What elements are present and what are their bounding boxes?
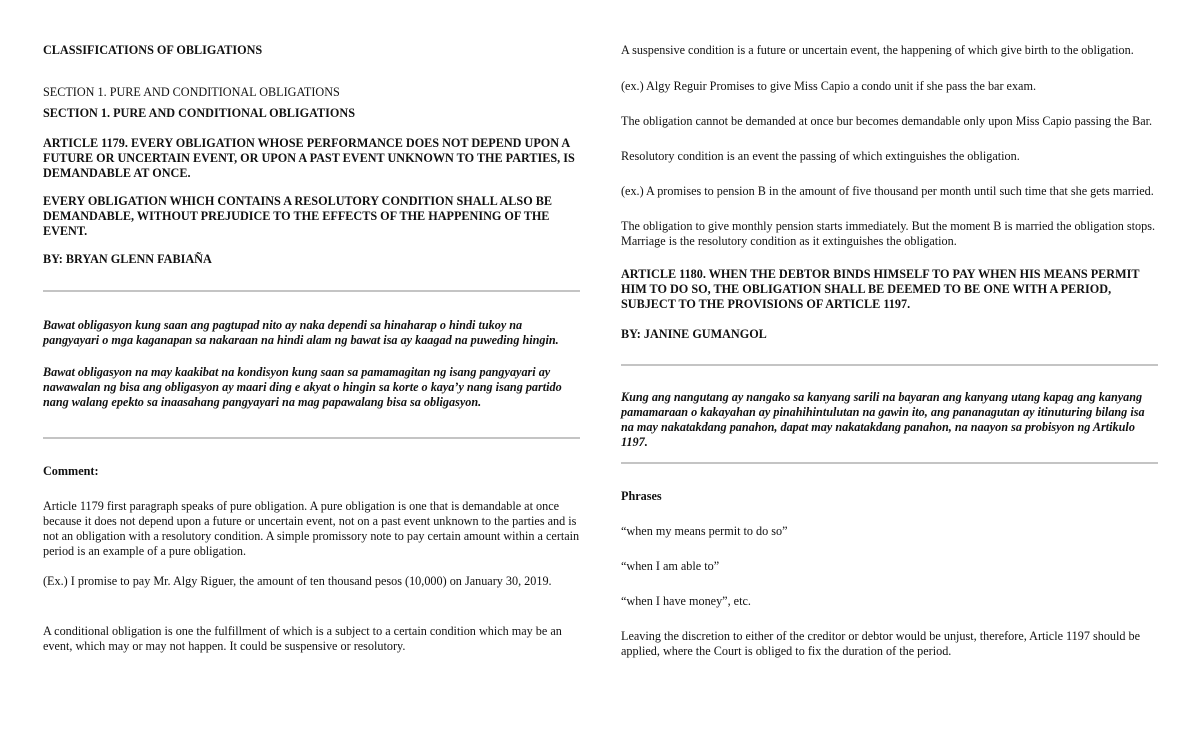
- suspensive-condition-example: (ex.) Algy Reguir Promises to give Miss Capio a condo unit if she pass the bar exam.: [621, 79, 1036, 93]
- author-byline: BY: JANINE GUMANGOL: [621, 327, 767, 341]
- comment-paragraph: Article 1179 first paragraph speaks of pure obligation. A pure obligation is one that is demandable at once because it does not depend upon a future or uncertain event, not on a past event unknown to the parties and is not an obligation with a resolutory condition. A simple promissory note to pay certain amount within a certain period is an example of a pure obligation.: [43, 499, 580, 558]
- suspensive-condition-explanation: The obligation cannot be demanded at once bur becomes demandable only upon Miss Capio passing the Bar.: [621, 114, 1153, 128]
- phrase-item: “when my means permit to do so”: [621, 524, 788, 538]
- section-heading-bold: SECTION 1. PURE AND CONDITIONAL OBLIGATIONS: [43, 106, 355, 120]
- phrases-heading: Phrases: [621, 489, 662, 503]
- resolutory-condition-example: (ex.) A promises to pension B in the amount of five thousand per month until such time that she gets married.: [621, 184, 1154, 198]
- divider: [43, 290, 580, 292]
- divider: [621, 364, 1158, 366]
- divider: [43, 437, 580, 439]
- suspensive-condition-definition: A suspensive condition is a future or uncertain event, the happening of which give birth to the obligation.: [621, 43, 1134, 57]
- section-heading-plain: SECTION 1. PURE AND CONDITIONAL OBLIGATIONS: [43, 85, 340, 99]
- article-1179-paragraph-1: ARTICLE 1179. EVERY OBLIGATION WHOSE PERFORMANCE DOES NOT DEPEND UPON A FUTURE OR UNCERTAIN EVENT, OR UPON A PAST EVENT UNKNOWN TO THE PARTIES, IS DEMANDABLE AT ONCE.: [43, 136, 575, 180]
- article-1179-paragraph-2: EVERY OBLIGATION WHICH CONTAINS A RESOLUTORY CONDITION SHALL ALSO BE DEMANDABLE, WITHOUT PREJUDICE TO THE EFFECTS OF THE HAPPENING OF THE EVENT.: [43, 194, 552, 238]
- comment-heading: Comment:: [43, 464, 99, 478]
- filipino-translation-2: Bawat obligasyon na may kaakibat na kondisyon kung saan sa pamamagitan ng isang pangyayari ay nawawalan ng bisa ang obligasyon ay maari ding e akyat o hingin sa korte o kaya’y nang isang partido nang walang epekto sa inaasahang pangyayari na mag papawalang bisa sa obligasyon.: [43, 365, 562, 409]
- phrase-item: “when I have money”, etc.: [621, 594, 751, 608]
- conclusion-paragraph: Leaving the discretion to either of the creditor or debtor would be unjust, therefore, Article 1197 should be applied, where the Court is obliged to fix the duration of the period.: [621, 629, 1141, 658]
- filipino-translation-1: Bawat obligasyon kung saan ang pagtupad nito ay naka dependi sa hinaharap o hindi tukoy na pangyayari o mga kaganapan sa nakaraan na hindi alam ng bawat isa ay kaagad na puweding hingin.: [43, 318, 559, 347]
- article-1180: ARTICLE 1180. WHEN THE DEBTOR BINDS HIMSELF TO PAY WHEN HIS MEANS PERMIT HIM TO DO SO, THE OBLIGATION SHALL BE DEEMED TO BE ONE WITH A PERIOD, SUBJECT TO THE PROVISIONS OF ARTICLE 1197.: [621, 267, 1140, 311]
- pure-obligation-example: (Ex.) I promise to pay Mr. Algy Riguer, the amount of ten thousand pesos (10,000) on January 30, 2019.: [43, 574, 552, 588]
- document-title: CLASSIFICATIONS OF OBLIGATIONS: [43, 43, 263, 57]
- resolutory-condition-explanation: The obligation to give monthly pension starts immediately. But the moment B is married the obligation stops. Marriage is the resolutory condition as it extinguishes the obligation.: [621, 219, 1156, 248]
- phrase-item: “when I am able to”: [621, 559, 720, 573]
- resolutory-condition-definition: Resolutory condition is an event the passing of which extinguishes the obligation.: [621, 149, 1020, 163]
- divider: [621, 462, 1158, 464]
- filipino-translation: Kung ang nangutang ay nangako sa kanyang sarili na bayaran ang kanyang utang kapag ang kanyang pamamaraan o kakayahan ay pinahihintulutan na gawin ito, ang pananagutan ay itinuturing bilang isa na may nakatakdang panahon, dapat may nakatakdang panahon, na naayon sa probisyon ng Artikulo 1197.: [621, 390, 1145, 449]
- author-byline: BY: BRYAN GLENN FABIAÑA: [43, 252, 212, 266]
- conditional-obligation-definition: A conditional obligation is one the fulfillment of which is a subject to a certain condition which may be an event, which may or may not happen. It could be suspensive or resolutory.: [43, 624, 562, 653]
